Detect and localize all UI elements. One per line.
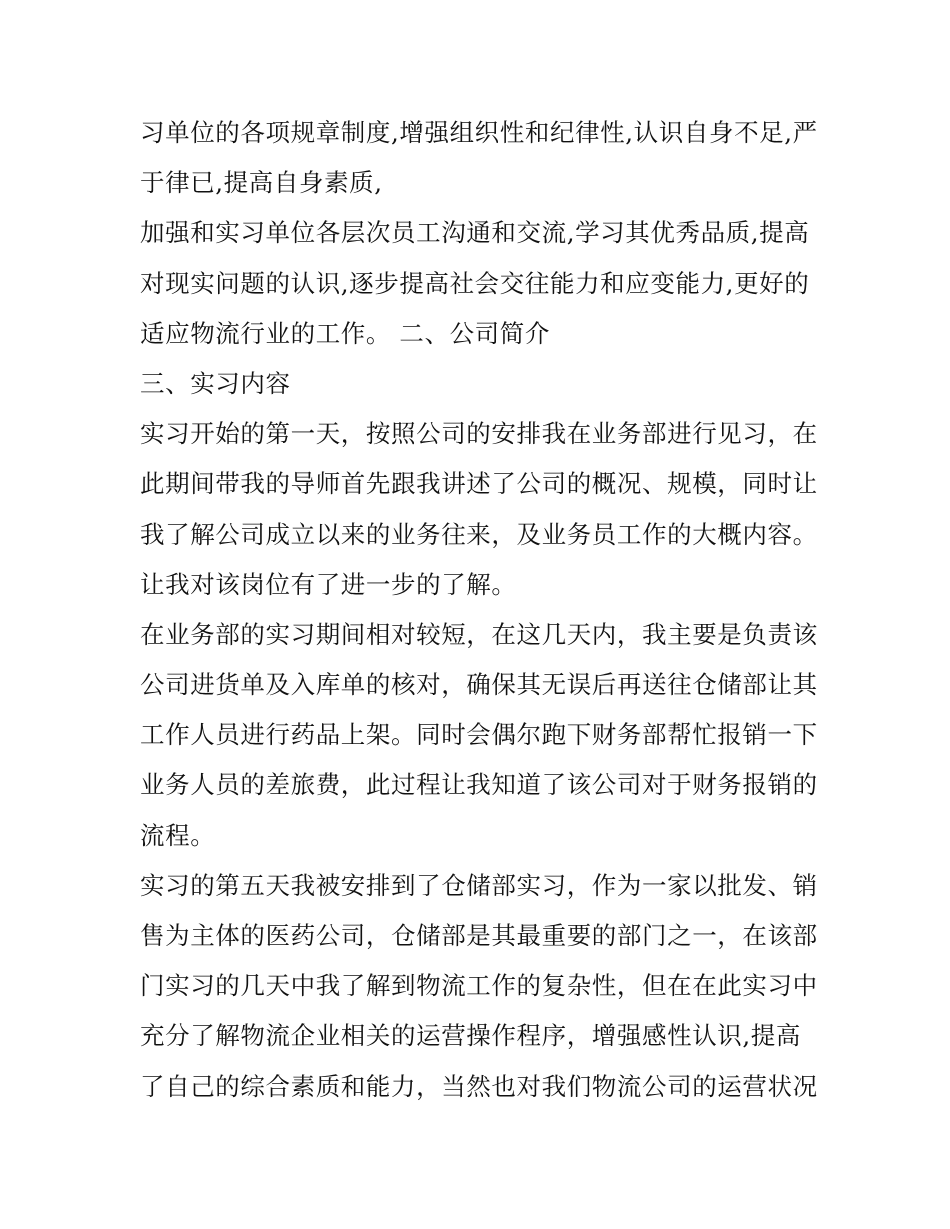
text-line: 加强和实习单位各层次员工沟通和交流,学习其优秀品质,提高 — [140, 218, 810, 248]
text-line: 售为主体的医药公司，仓储部是其最重要的部门之一，在该部 — [140, 921, 818, 950]
text-line: 在业务部的实习期间相对较短，在这几天内，我主要是负责该 — [140, 619, 818, 649]
text-line: 门实习的几天中我了解到物流工作的复杂性，但在在此实习中 — [140, 971, 818, 1001]
document-body — [140, 108, 820, 1112]
text-line: 了自己的综合素质和能力，当然也对我们物流公司的运营状况 — [140, 1071, 818, 1101]
text-line: 我了解公司成立以来的业务往来，及业务员工作的大概内容。 — [140, 519, 818, 549]
text-line: 流程。 — [140, 820, 216, 850]
text-line: 实习开始的第一天，按照公司的安排我在业务部进行见习，在 — [140, 419, 818, 449]
text-line: 此期间带我的导师首先跟我讲述了公司的概况、规模，同时让 — [140, 469, 818, 499]
text-line: 适应物流行业的工作。 二、公司简介 — [140, 318, 550, 348]
section-heading: 三、实习内容 — [140, 368, 291, 398]
text-line: 业务人员的差旅费，此过程让我知道了该公司对于财务报销的 — [140, 770, 818, 800]
text-line: 于律已,提高自身素质, — [140, 168, 383, 198]
text-line: 对现实问题的认识,逐步提高社会交往能力和应变能力,更好的 — [140, 268, 810, 298]
text-line: 工作人员进行药品上架。同时会偶尔跑下财务部帮忙报销一下 — [140, 720, 818, 750]
text-line: 公司进货单及入库单的核对，确保其无误后再送往仓储部让其 — [140, 670, 818, 700]
text-line: 实习的第五天我被安排到了仓储部实习，作为一家以批发、销 — [140, 870, 818, 900]
text-line: 充分了解物流企业相关的运营操作程序，增强感性认识,提高 — [140, 1021, 801, 1051]
text-line: 习单位的各项规章制度,增强组织性和纪律性,认识自身不足,严 — [140, 118, 818, 147]
text-line: 让我对该岗位有了进一步的了解。 — [140, 569, 517, 599]
